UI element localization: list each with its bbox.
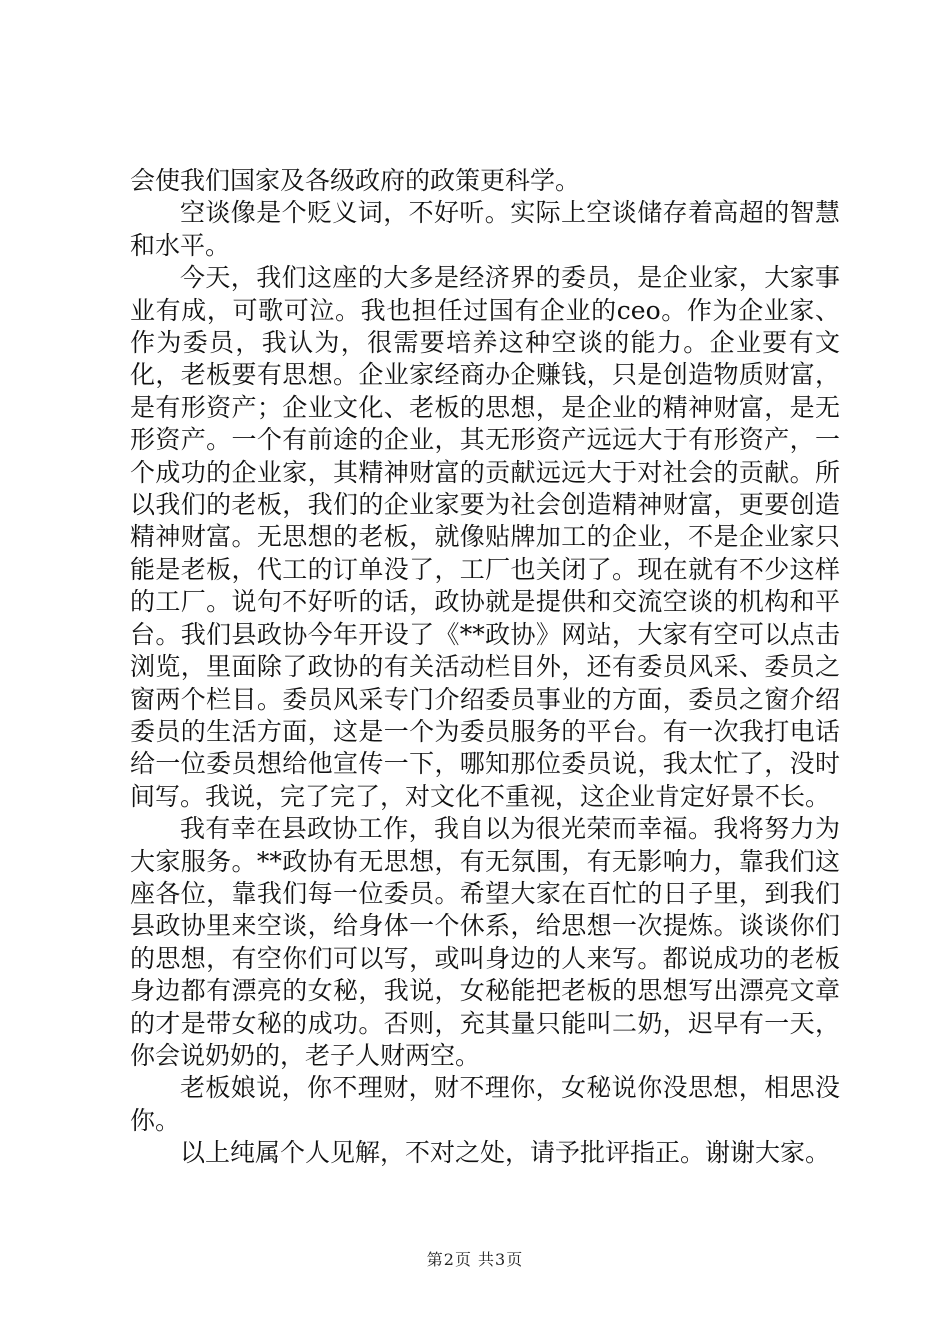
document-body [130,165,840,1170]
paragraph-2: 空谈像是个贬义词，不好听。实际上空谈储存着高超的智慧和水平。 [130,198,840,260]
paragraph-6: 以上纯属个人见解，不对之处，请予批评指正。谢谢大家。 [180,1138,831,1168]
paragraph-1: 会使我们国家及各级政府的政策更科学。 [130,166,581,195]
paragraph-4: 我有幸在县政协工作，我自以为很光荣而幸福。我将努力为大家服务。**政协有无思想，有无氛围，有无影响力，靠我们这座各位，靠我们每一位委员。希望大家在百忙的日子里，到我们县政协里来空谈，给身体一个休系，给思想一次提炼。谈谈你们的思想，有空你们可以写，或叫身边的人来写。都说成功的老板身边都有漂亮的女秘，我说，女秘能把老板的思想写出漂亮文章的才是带女秘的成功。否则，充其量只能叫二奶，迟早有一天，你会说奶奶的，老子人财两空。 [130,814,840,1070]
paragraph-3: 今天，我们这座的大多是经济界的委员，是企业家，大家事业有成，可歌可泣。我也担任过国有企业的ceo。作为企业家、作为委员，我认为，很需要培养这种空谈的能力。企业要有文化，老板要有思想。企业家经商办企赚钱，只是创造物质财富，是有形资产；企业文化、老板的思想，是企业的精神财富，是无形资产。一个有前途的企业，其无形资产远远大于有形资产，一个成功的企业家，其精神财富的贡献远远大于对社会的贡献。所以我们的老板，我们的企业家要为社会创造精神财富，更要创造精神财富。无思想的老板，就像贴牌加工的企业，不是企业家只能是老板，代工的订单没了，工厂也关闭了。现在就有不少这样的工厂。说句不好听的话，政协就是提供和交流空谈的机构和平台。我们县政协今年开设了《**政协》网站，大家有空可以点击浏览，里面除了政协的有关活动栏目外，还有委员风采、委员之窗两个栏目。委员风采专门介绍委员事业的方面，委员之窗介绍委员的生活方面，这是一个为委员服务的平台。有一次我打电话给一位委员想给他宣传一下，哪知那位委员说，我太忙了，没时间写。我说，完了完了，对文化不重视，这企业肯定好景不长。 [130,263,840,811]
page-footer: 第2页 共3页 [426,1250,524,1269]
paragraph-5: 老板娘说，你不理财，财不理你，女秘说你没思想，相思没你。 [130,1073,840,1135]
